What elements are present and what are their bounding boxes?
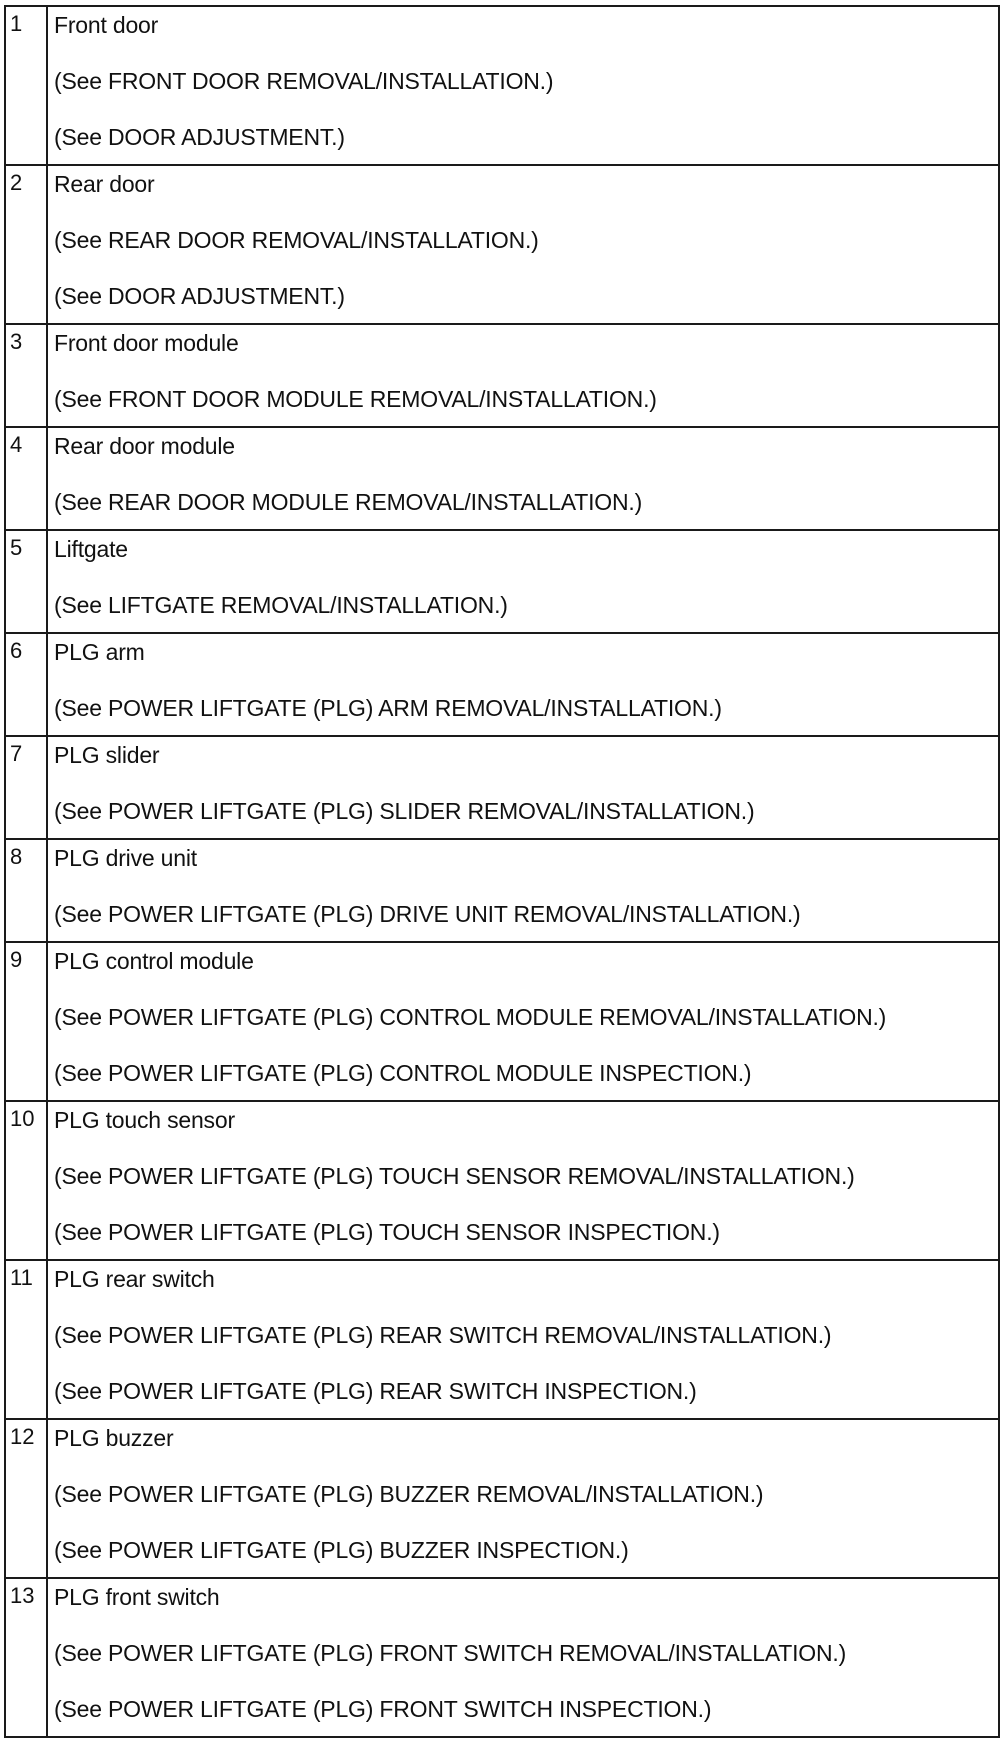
item-number: 1 [5,6,47,165]
item-number: 6 [5,633,47,736]
item-number: 5 [5,530,47,633]
item-description [47,6,999,165]
reference-link: (See FRONT DOOR REMOVAL/INSTALLATION.) [54,68,554,94]
table-row [5,530,999,633]
reference-link: (See POWER LIFTGATE (PLG) TOUCH SENSOR REMOVAL/INSTALLATION.) [54,1163,855,1189]
part-name: PLG rear switch [54,1266,215,1292]
item-description [47,736,999,839]
part-name: PLG touch sensor [54,1107,235,1133]
item-description [47,324,999,427]
item-number: 13 [5,1578,47,1737]
table-row [5,736,999,839]
reference-link: (See FRONT DOOR MODULE REMOVAL/INSTALLATION.) [54,386,657,412]
table-row [5,165,999,324]
item-number: 2 [5,165,47,324]
part-name: PLG buzzer [54,1425,174,1451]
item-description [47,1419,999,1578]
parts-table [4,5,1000,1738]
item-description [47,1260,999,1419]
table-row [5,1101,999,1260]
reference-link: (See POWER LIFTGATE (PLG) TOUCH SENSOR INSPECTION.) [54,1219,720,1245]
item-description [47,530,999,633]
part-name: PLG drive unit [54,845,197,871]
reference-link: (See POWER LIFTGATE (PLG) REAR SWITCH REMOVAL/INSTALLATION.) [54,1322,832,1348]
reference-link: (See POWER LIFTGATE (PLG) FRONT SWITCH REMOVAL/INSTALLATION.) [54,1640,847,1666]
table-row [5,839,999,942]
table-row [5,427,999,530]
item-description [47,839,999,942]
table-row [5,633,999,736]
reference-link: (See POWER LIFTGATE (PLG) BUZZER REMOVAL/INSTALLATION.) [54,1481,764,1507]
part-name: Front door module [54,330,239,356]
reference-link: (See POWER LIFTGATE (PLG) FRONT SWITCH INSPECTION.) [54,1696,712,1722]
reference-link: (See REAR DOOR REMOVAL/INSTALLATION.) [54,227,539,253]
part-name: PLG arm [54,639,145,665]
table-row [5,324,999,427]
reference-link: (See DOOR ADJUSTMENT.) [54,124,345,150]
table-row [5,1260,999,1419]
item-description [47,633,999,736]
reference-link: (See REAR DOOR MODULE REMOVAL/INSTALLATION.) [54,489,643,515]
reference-link: (See POWER LIFTGATE (PLG) REAR SWITCH INSPECTION.) [54,1378,697,1404]
item-number: 12 [5,1419,47,1578]
table-row [5,942,999,1101]
item-number: 7 [5,736,47,839]
reference-link: (See POWER LIFTGATE (PLG) CONTROL MODULE INSPECTION.) [54,1060,752,1086]
reference-link: (See POWER LIFTGATE (PLG) SLIDER REMOVAL/INSTALLATION.) [54,798,755,824]
item-number: 4 [5,427,47,530]
part-name: Front door [54,12,159,38]
table-row [5,1419,999,1578]
parts-reference-sheet [4,5,1000,1738]
part-name: Liftgate [54,536,128,562]
part-name: PLG front switch [54,1584,220,1610]
item-number: 11 [5,1260,47,1419]
item-number: 10 [5,1101,47,1260]
part-name: Rear door module [54,433,235,459]
table-row [5,1578,999,1737]
reference-link: (See POWER LIFTGATE (PLG) ARM REMOVAL/INSTALLATION.) [54,695,722,721]
part-name: PLG control module [54,948,254,974]
parts-table-body [5,6,999,1737]
item-description [47,427,999,530]
item-description [47,165,999,324]
table-row [5,6,999,165]
reference-link: (See POWER LIFTGATE (PLG) CONTROL MODULE REMOVAL/INSTALLATION.) [54,1004,887,1030]
item-description [47,942,999,1101]
reference-link: (See DOOR ADJUSTMENT.) [54,283,345,309]
part-name: Rear door [54,171,155,197]
reference-link: (See POWER LIFTGATE (PLG) BUZZER INSPECTION.) [54,1537,629,1563]
item-number: 3 [5,324,47,427]
item-number: 8 [5,839,47,942]
item-description [47,1578,999,1737]
item-number: 9 [5,942,47,1101]
item-description [47,1101,999,1260]
reference-link: (See LIFTGATE REMOVAL/INSTALLATION.) [54,592,508,618]
reference-link: (See POWER LIFTGATE (PLG) DRIVE UNIT REMOVAL/INSTALLATION.) [54,901,801,927]
part-name: PLG slider [54,742,160,768]
